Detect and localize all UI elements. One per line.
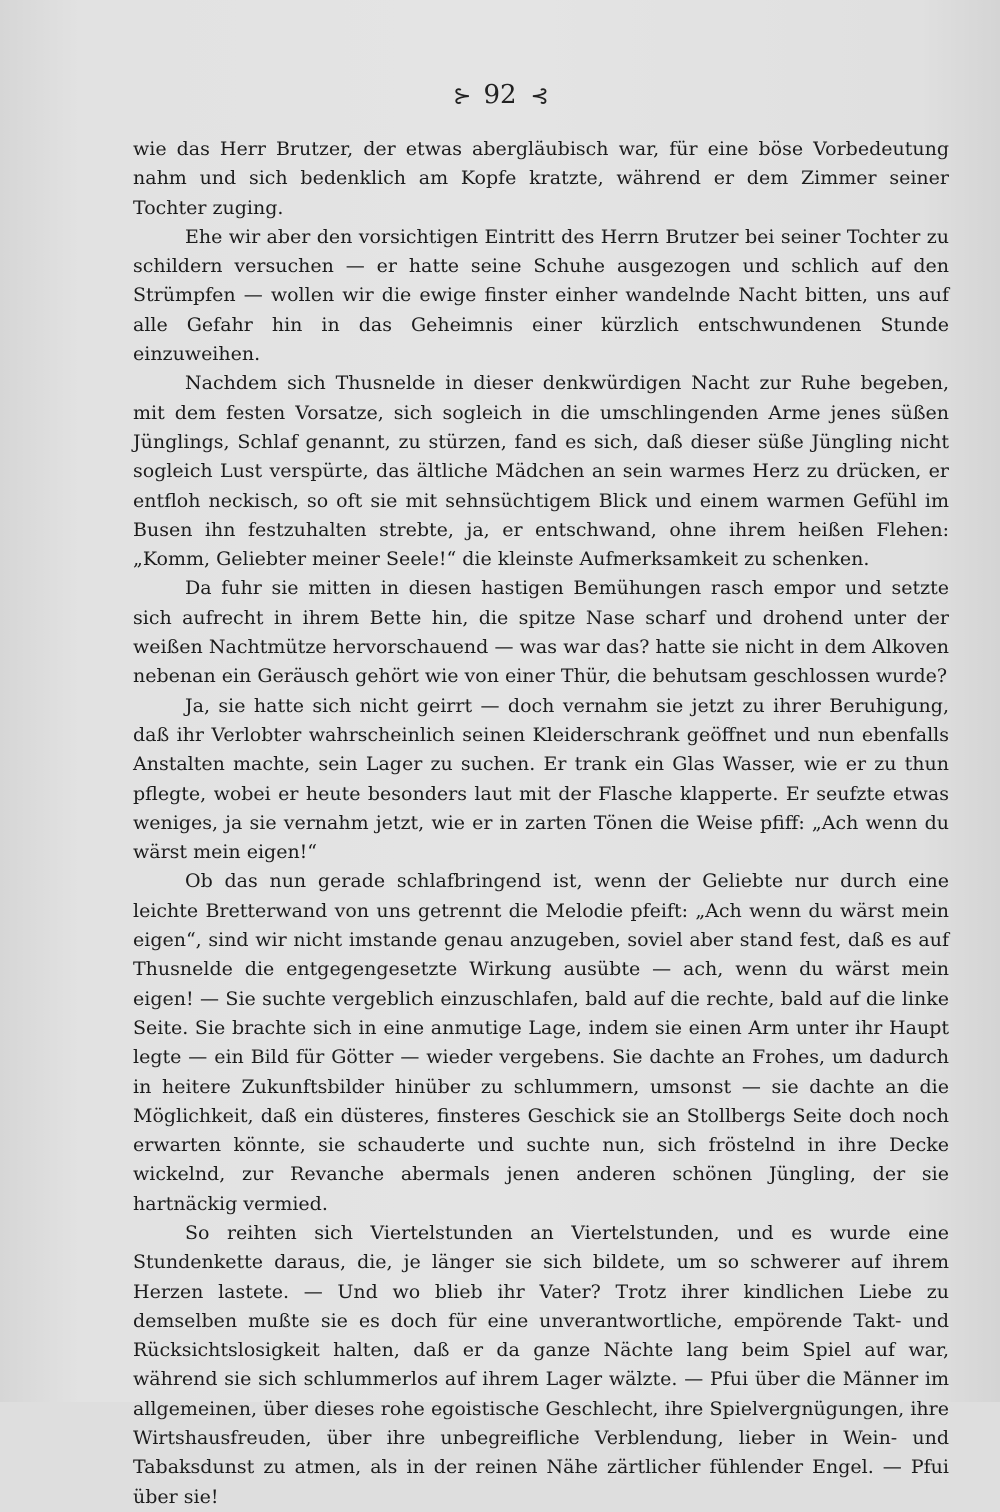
paragraph-6: Ob das nun gerade schlafbringend ist, wenn der Geliebte nur durch eine leichte Bretterwand von uns getrennt die Melodie pfeift: „Ach wenn du wärst mein eigen“, sind wir nicht imstande genau anzugeben, soviel aber stand fest, daß es auf Thusnelde die entgegengesetzte Wirkung ausübte — ach, wenn du wärst mein eigen! — Sie suchte vergeblich einzuschlafen, bald auf die rechte, bald auf die linke Seite. Sie brachte sich in eine anmutige Lage, indem sie einen Arm unter ihr Haupt legte — ein Bild für Götter — wieder vergebens. Sie dachte an Frohes, um dadurch in heitere Zukunftsbilder hinüber zu schlummern, umsonst — sie dachte an die Möglichkeit, daß ein düsteres, finsteres Geschick sie an Stollbergs Seite doch noch erwarten könnte, sie schauderte und suchte nun, sich fröstelnd in ihre Decke wickelnd, zur Revanche abermals jenen anderen schönen Jüngling, der sie hartnäckig vermied. xyxy=(133,870,949,1215)
paragraph-3: Nachdem sich Thusnelde in dieser denkwürdigen Nacht zur Ruhe begeben, mit dem festen Vorsatze, sich sogleich in die umschlingenden Arme jenes süßen Jünglings, Schlaf genannt, zu stürzen, fand es sich, daß dieser süße Jüngling nicht sogleich Lust verspürte, das ältliche Mädchen an sein warmes Herz zu drücken, er entfloh neckisch, so oft sie mit sehnsüchtigem Blick und einem warmen Gefühl im Busen ihn festzuhalten strebte, ja, er entschwand, ohne ihrem heißen Flehen: „Komm, Geliebter meiner Seele!“ die kleinste Aufmerksamkeit zu schenken. xyxy=(133,372,949,571)
paragraph-1: wie das Herr Brutzer, der etwas abergläubisch war, für eine böse Vorbedeutung nahm und sich bedenklich am Kopfe kratzte, während er dem Zimmer seiner Tochter zuging. xyxy=(133,138,949,219)
ornament-right-icon: ⊰ xyxy=(530,84,547,109)
paragraph-4: Da fuhr sie mitten in diesen hastigen Bemühungen rasch empor und setzte sich aufrecht in ihrem Bette hin, die spitze Nase scharf und drohend unter der weißen Nachtmütze hervorschauend — was war das? hatte sie nicht in dem Alkoven nebenan ein Geräusch gehört wie von einer Thür, die behutsam geschlossen wurde? xyxy=(133,577,949,688)
paragraph-5: Ja, sie hatte sich nicht geirrt — doch vernahm sie jetzt zu ihrer Beruhigung, daß ihr Verlobter wahrscheinlich seinen Kleiderschrank geöffnet und nun ebenfalls Anstalten machte, sein Lager zu suchen. Er trank ein Glas Wasser, wie er zu thun pflegte, wobei er heute besonders laut mit der Flasche klapperte. Er seufzte etwas weniges, ja sie vernahm jetzt, wie er in zarten Tönen die Weise pfiff: „Ach wenn du wärst mein eigen!“ xyxy=(133,694,949,864)
paragraph-2: Ehe wir aber den vorsichtigen Eintritt des Herrn Brutzer bei seiner Tochter zu schildern versuchen — er hatte seine Schuhe ausgezogen und schlich auf den Strümpfen — wollen wir die ewige finster einher wandelnde Nacht bitten, uns auf alle Gefahr hin in das Geheimnis einer kürzlich entschwundenen Stunde einzuweihen. xyxy=(133,225,949,366)
paragraph-7: So reihten sich Viertelstunden an Viertelstunden, und es wurde eine Stundenkette daraus, die, je länger sie sich bildete, um so schwerer auf ihrem Herzen lastete. — Und wo blieb ihr Vater? Trotz ihrer kindlichen Liebe zu demselben mußte sie es doch für eine unverantwortliche, empörende Takt- und Rücksichtslosigkeit halten, daß er da ganze Nächte lang beim Spiel auf war, während sie sich schlummerlos auf ihrem Lager wälzte. — Pfui über die Männer im allgemeinen, über dieses rohe egoistische Geschlecht, ihre Spielvergnügungen, ihre Wirtshausfreuden, über ihre unbegreifliche Verblendung, lieber in Wein- und Tabaksdunst zu atmen, als in der reinen Nähe zärtlicher fühlender Engel. — Pfui über sie! xyxy=(133,1221,949,1508)
ornament-left-icon: ⊱ xyxy=(453,84,470,109)
body-text xyxy=(133,135,949,1512)
page-number: 92 xyxy=(483,80,517,110)
page-header xyxy=(0,80,1000,110)
